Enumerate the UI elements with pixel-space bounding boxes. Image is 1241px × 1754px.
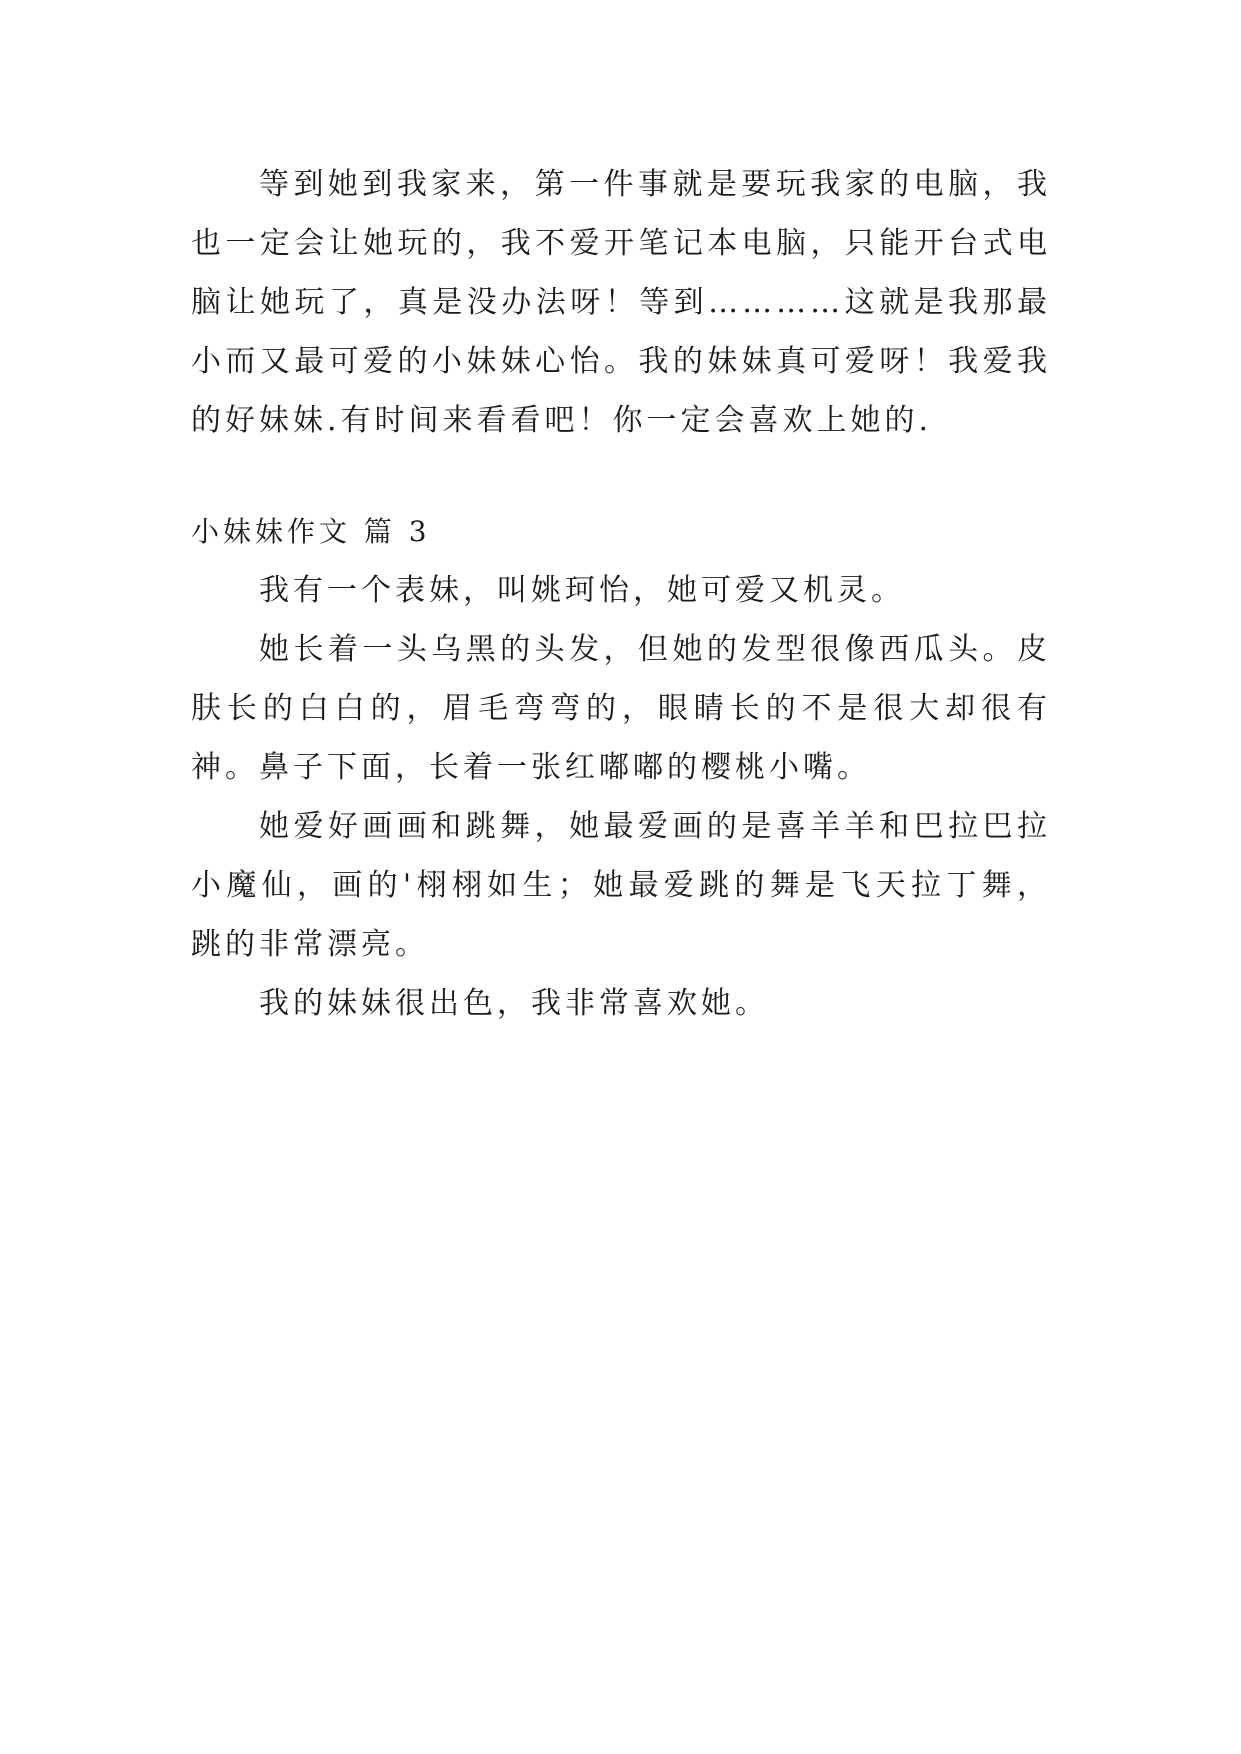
paragraph-4: 我的妹妹很出色，我非常喜欢她。 bbox=[259, 986, 769, 1021]
paragraph-1: 我有一个表妹，叫姚珂怡，她可爱又机灵。 bbox=[259, 573, 905, 608]
continuation-paragraph: 等到她到我家来，第一件事就是要玩我家的电脑，我也一定会让她玩的，我不爱开笔记本电脑，只能开台式电脑让她玩了，真是没办法呀！等到…………这就是我那最小而又最可爱的小妹妹心怡。我的妹妹真可爱呀！我爱我的好妹妹.有时间来看看吧！你一定会喜欢上她的. bbox=[191, 167, 1051, 438]
section-title: 小妹妹作文 篇 3 bbox=[191, 515, 431, 548]
paragraph-2: 她长着一头乌黑的头发，但她的发型很像西瓜头。皮肤长的白白的，眉毛弯弯的，眼睛长的不是很大却很有神。鼻子下面，长着一张红嘟嘟的樱桃小嘴。 bbox=[191, 632, 1051, 785]
document-body bbox=[191, 155, 1051, 1033]
paragraph-3: 她爱好画画和跳舞，她最爱画的是喜羊羊和巴拉巴拉小魔仙，画的'栩栩如生；她最爱跳的舞是飞天拉丁舞，跳的非常漂亮。 bbox=[191, 809, 1051, 962]
